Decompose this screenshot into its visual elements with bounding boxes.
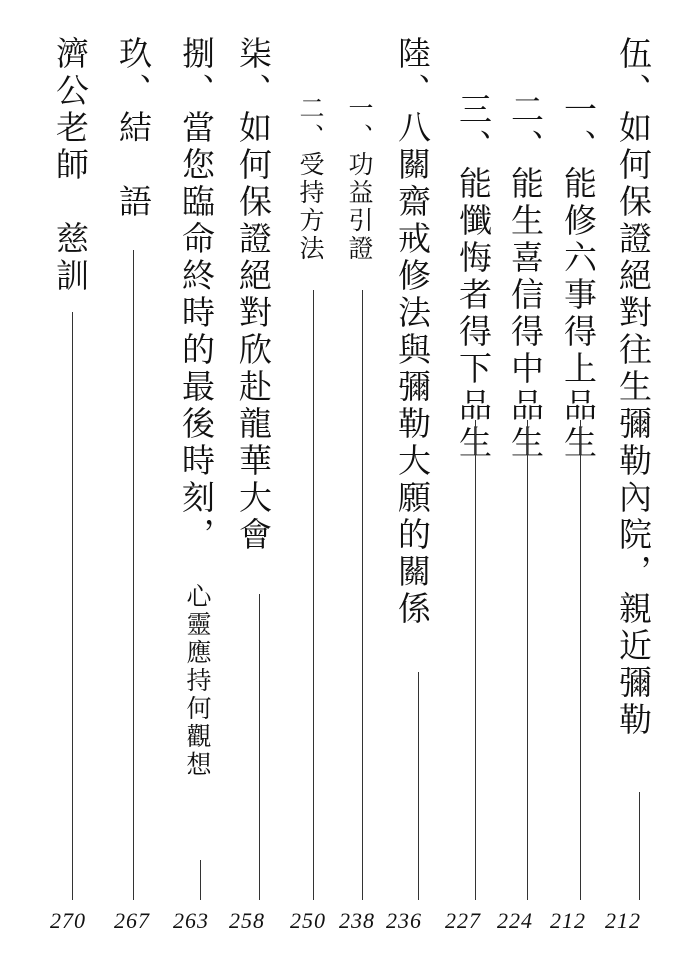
- toc-entry: [550, 0, 602, 970]
- toc-entry-title: 三、能懺悔者得下品生: [454, 92, 493, 462]
- leader-line: [200, 860, 201, 900]
- leader-line: [580, 420, 581, 900]
- leader-line: [527, 420, 528, 900]
- leader-line: [475, 420, 476, 900]
- toc-entry-page: 238: [339, 908, 375, 933]
- toc-entry: [386, 0, 441, 970]
- toc-entry-continuation: 心靈應持何觀想: [183, 583, 212, 779]
- toc-entry-title: 一、功益引證: [345, 95, 374, 263]
- toc-entry-page: 267: [114, 908, 150, 933]
- leader-line: [362, 290, 363, 900]
- toc-entry: [445, 0, 497, 970]
- toc-entry: [497, 0, 549, 970]
- toc-entry-title: 陸、八關齋戒修法與彌勒大願的關係: [393, 36, 432, 628]
- toc-entry-title: 二、受持方法: [296, 95, 325, 263]
- toc-entry-page: 212: [550, 908, 586, 933]
- leader-line: [418, 672, 419, 900]
- toc-entry: [229, 0, 282, 970]
- toc-entry-page: 258: [229, 908, 265, 933]
- toc-entry: [290, 0, 334, 970]
- toc-entry-page: 250: [290, 908, 326, 933]
- toc-entry-title: 捌、當您臨命終時的最後時刻，: [177, 36, 216, 554]
- toc-entry-page: 263: [173, 908, 209, 933]
- toc-entry-title: 濟公老師 慈訓: [51, 36, 90, 295]
- toc-entry-page: 270: [50, 908, 86, 933]
- toc-entry: [50, 0, 94, 970]
- toc-entry-title: 二、能生喜信得中品生: [506, 92, 545, 462]
- toc-entry: [173, 0, 220, 970]
- toc-entry-page: 227: [445, 908, 481, 933]
- leader-line: [133, 250, 134, 900]
- toc-entry-page: 224: [497, 908, 533, 933]
- toc-entry-page: 236: [386, 908, 422, 933]
- toc-entry-title: 伍、如何保證絕對往生彌勒內院，親近彌勒: [614, 36, 653, 739]
- toc-entry-title: 柒、如何保證絕對欣赴龍華大會: [234, 36, 273, 554]
- toc-entry-title: 玖、結 語: [114, 36, 153, 221]
- leader-line: [639, 792, 640, 900]
- toc-entry-page: 212: [605, 908, 641, 933]
- toc-entry: [339, 0, 383, 970]
- toc-entry: [114, 0, 157, 970]
- leader-line: [313, 290, 314, 900]
- leader-line: [259, 594, 260, 900]
- toc-entry: [605, 0, 662, 970]
- toc-entry-title: 一、能修六事得上品生: [559, 92, 598, 462]
- leader-line: [72, 312, 73, 900]
